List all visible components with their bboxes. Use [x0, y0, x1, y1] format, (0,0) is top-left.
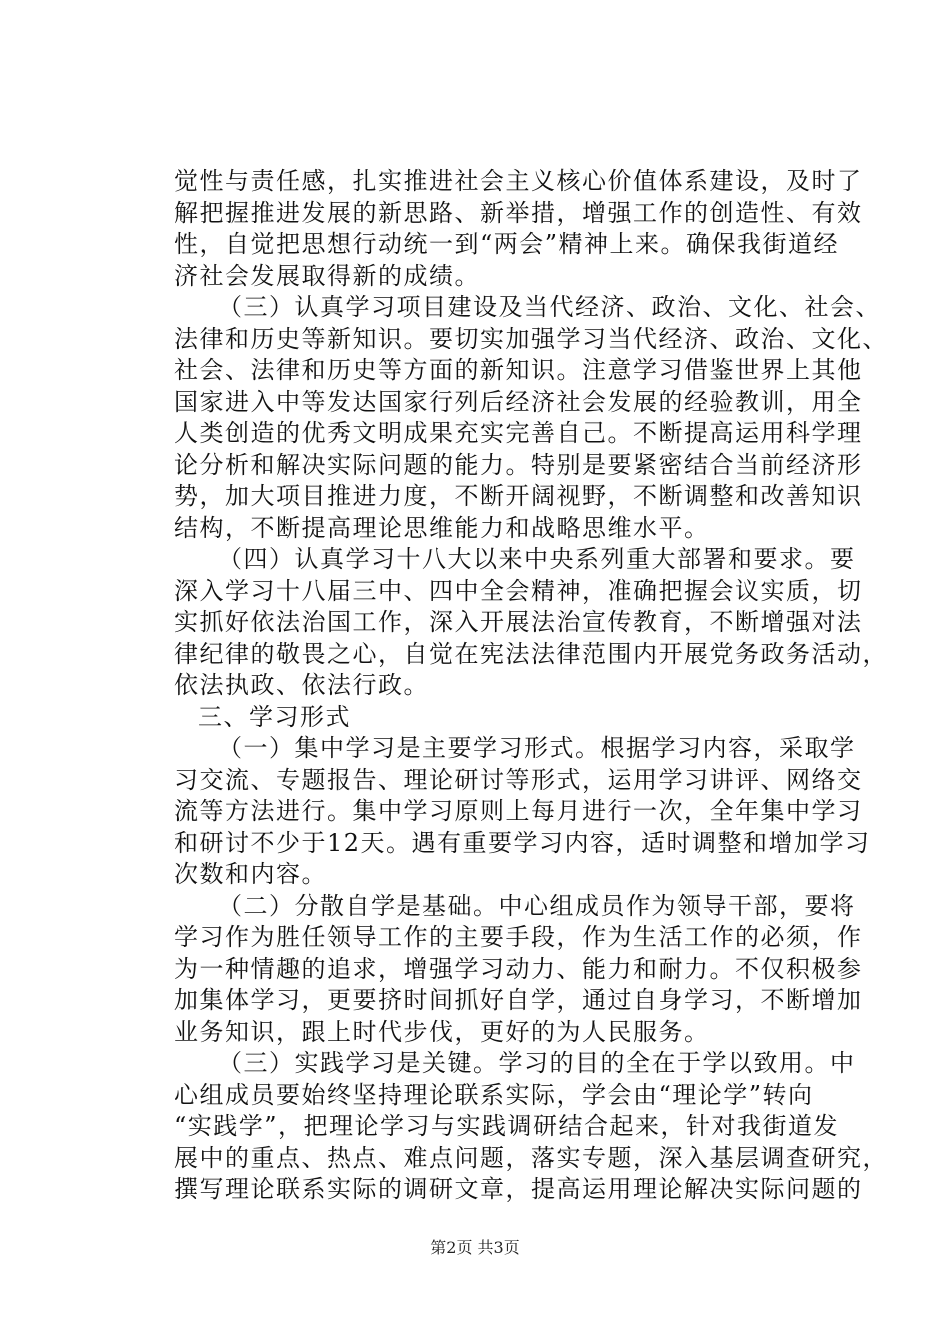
- paragraph-start-line: （四）认真学习十八大以来中央系列重大部署和要求。要: [218, 545, 856, 573]
- text-line: 实抓好依法治国工作，深入开展法治宣传教育，不断增强对法: [174, 608, 863, 636]
- paragraph-start-line: （一）集中学习是主要学习形式。根据学习内容，采取学: [218, 734, 856, 762]
- paragraph-start-line: （三）认真学习项目建设及当代经济、政治、文化、社会、: [218, 293, 881, 321]
- text-line: 法律和历史等新知识。要切实加强学习当代经济、政治、文化、: [174, 324, 888, 353]
- text-line: 觉性与责任感，扎实推进社会主义核心价值体系建设，及时了: [174, 167, 863, 195]
- text-line: 济社会发展取得新的成绩。: [174, 261, 480, 290]
- text-line: 加集体学习，更要挤时间抓好自学，通过自身学习，不断增加: [174, 986, 863, 1014]
- text-line: 和研讨不少于12天。遇有重要学习内容，适时调整和增加学习: [174, 828, 871, 857]
- text-line: 次数和内容。: [174, 860, 327, 888]
- text-line: 习交流、专题报告、理论研讨等形式，运用学习讲评、网络交: [174, 765, 863, 794]
- text-line: 流等方法进行。集中学习原则上每月进行一次，全年集中学习: [174, 797, 863, 825]
- text-line: 人类创造的优秀文明成果充实完善自己。不断提高运用科学理: [174, 419, 863, 447]
- text-line: 解把握推进发展的新思路、新举措，增强工作的创造性、有效: [174, 198, 863, 227]
- text-line: 社会、法律和历史等方面的新知识。注意学习借鉴世界上其他: [174, 356, 863, 384]
- paragraph-start-line: （二）分散自学是基础。中心组成员作为领导干部，要将: [218, 891, 856, 920]
- paragraph-start-line: （三）实践学习是关键。学习的目的全在于学以致用。中: [218, 1049, 856, 1077]
- text-line: 依法执政、依法行政。: [174, 671, 429, 699]
- text-line: 势，加大项目推进力度，不断开阔视野，不断调整和改善知识: [174, 482, 863, 510]
- text-line: 深入学习十八届三中、四中全会精神，准确把握会议实质，切: [174, 576, 863, 605]
- text-line: 展中的重点、热点、难点问题，落实专题，深入基层调查研究，: [174, 1143, 888, 1172]
- text-line: 国家进入中等发达国家行列后经济社会发展的经验教训，用全: [174, 387, 863, 416]
- section-heading: 三、学习形式: [198, 702, 351, 731]
- text-line: 论分析和解决实际问题的能力。特别是要紧密结合当前经济形: [174, 450, 863, 479]
- text-line: 业务知识，跟上时代步伐，更好的为人民服务。: [174, 1017, 710, 1046]
- text-line: 律纪律的敬畏之心，自觉在宪法法律范围内开展党务政务活动，: [174, 639, 888, 668]
- text-line: 心组成员要始终坚持理论联系实际，学会由“理论学”转向: [174, 1080, 814, 1109]
- text-line: 性，自觉把思想行动统一到“两会”精神上来。确保我街道经: [174, 230, 840, 258]
- text-line: 学习作为胜任领导工作的主要手段，作为生活工作的必须，作: [174, 923, 863, 951]
- page-footer: 第2页 共3页: [430, 1238, 520, 1257]
- text-line: 撰写理论联系实际的调研文章，提高运用理论解决实际问题的: [174, 1175, 863, 1203]
- text-line: 结构，不断提高理论思维能力和战略思维水平。: [174, 513, 710, 542]
- text-line: “实践学”，把理论学习与实践调研结合起来，针对我街道发: [174, 1112, 840, 1140]
- text-line: 为一种情趣的追求，增强学习动力、能力和耐力。不仅积极参: [174, 954, 863, 983]
